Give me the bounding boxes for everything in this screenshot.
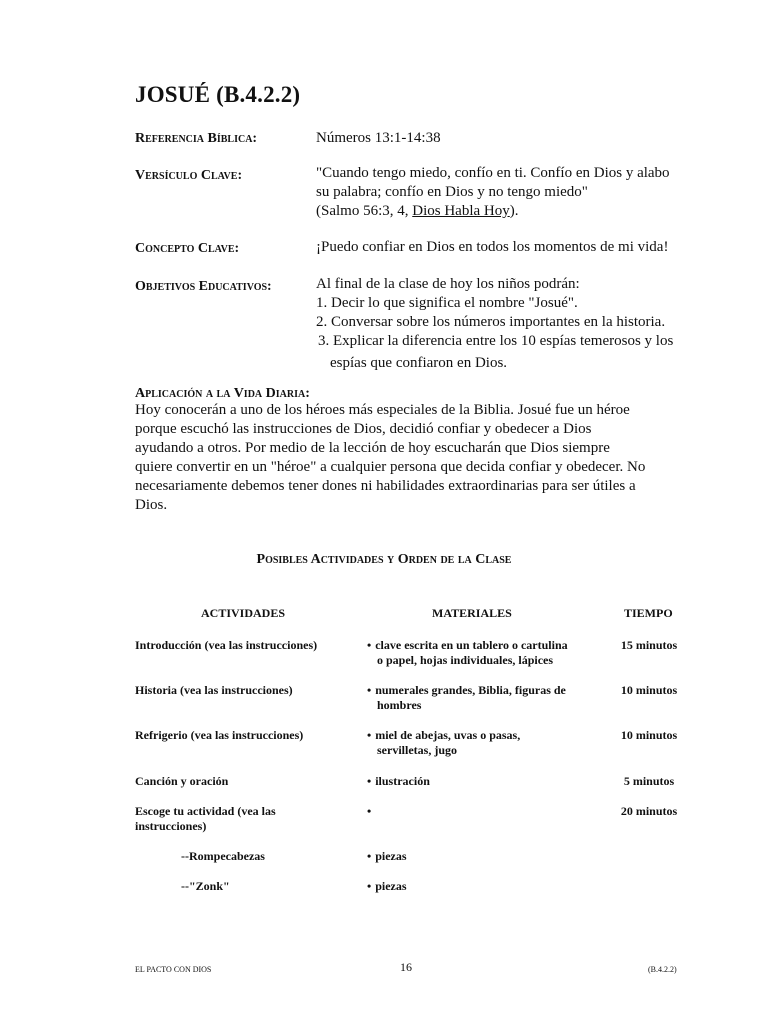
versiculo-line: su palabra; confío en Dios y no tengo miedo" [316,184,588,200]
objetivos-value [316,275,673,373]
actividad-text: Escoge tu actividad (vea las [135,804,276,818]
table-row-actividad [135,683,345,698]
table-row-tiempo: 10 minutos [620,728,678,742]
objetivo-item-continued: espías que confiaron en Dios. [330,355,508,371]
referencia-label: Referencia Bíblica: [135,131,258,146]
table-row-materiales [367,774,597,789]
material-item: • miel de abejas, uvas o pasas, [367,728,597,743]
material-item: • clave escrita en un tablero o cartulina [367,638,597,653]
table-row-subactividad [181,879,391,894]
subactividad-text: --Rompecabezas [181,849,265,863]
concepto-label: Concepto Clave: [135,241,240,256]
page-number: 16 [400,960,412,974]
actividad-text: Introducción (vea las instrucciones) [135,638,318,652]
aplicacion-title: Aplicación a la Vida Diaria: [135,386,310,401]
table-row-tiempo: 20 minutos [620,804,678,818]
material-item: • piezas [367,849,597,864]
objetivo-item: 3. Explicar la diferencia entre los 10 espías temerosos y los [318,333,674,349]
header-actividades: ACTIVIDADES [201,606,286,620]
table-row-tiempo: 15 minutos [620,638,678,652]
aplicacion-line: Dios. [135,497,168,513]
versiculo-line: "Cuando tengo miedo, confío en ti. Confío en Dios y alabo [316,165,670,181]
table-row-tiempo: 5 minutos [623,774,675,788]
table-row-actividad [135,728,345,743]
subactividad-text: --"Zonk" [181,879,230,893]
table-row-actividad [135,774,345,789]
page-title: JOSUÉ (B.4.2.2) [135,82,301,107]
aplicacion-line: ayudando a otros. Por medio de la lección de hoy escucharán que Dios siempre [135,440,610,456]
table-row-subactividad [181,849,391,864]
aplicacion-line: Hoy conocerán a uno de los héroes más especiales de la Biblia. Josué fue un héroe [135,402,630,418]
material-item-continued: servilletas, jugo [377,743,457,757]
table-row-tiempo: 10 minutos [620,683,678,697]
actividad-text: Canción y oración [135,774,229,788]
dios-habla-hoy-link: Dios Habla Hoy [412,203,510,219]
versiculo-value [316,164,670,221]
table-row-materiales [367,879,597,894]
objetivos-intro: Al final de la clase de hoy los niños podrán: [316,276,580,292]
header-tiempo: TIEMPO [624,606,673,620]
versiculo-ref-suffix: ). [509,203,519,219]
actividad-text: Historia (vea las instrucciones) [135,683,293,697]
aplicacion-line: necesariamente debemos tener dones ni habilidades extraordinarias para ser útiles a [135,478,636,494]
objetivo-item: 2. Conversar sobre los números importantes en la historia. [316,314,666,330]
referencia-value: Números 13:1-14:38 [316,130,441,146]
footer-right: (B.4.2.2) [648,965,677,974]
table-row-materiales [367,804,597,819]
table-row-actividad [135,804,345,834]
versiculo-ref-prefix: (Salmo 56:3, 4, [316,203,413,219]
actividad-text: Refrigerio (vea las instrucciones) [135,728,304,742]
versiculo-label: Versículo Clave: [135,168,243,183]
material-item: • ilustración [367,774,597,789]
aplicacion-line: porque escuchó las instrucciones de Dios, decidió confiar y obedecer a Dios [135,421,592,437]
versiculo-reference [316,202,670,221]
table-row-materiales [367,638,597,668]
concepto-value: ¡Puedo confiar en Dios en todos los momentos de mi vida! [316,239,669,255]
table-row-materiales [367,683,597,713]
table-row-materiales [367,849,597,864]
header-materiales: MATERIALES [432,606,512,620]
objetivo-item: 1. Decir lo que significa el nombre "Josué". [316,295,578,311]
actividad-text-continued: instrucciones) [135,819,207,833]
material-item: • piezas [367,879,597,894]
material-item-continued: hombres [377,698,422,712]
aplicacion-line: quiere convertir en un "héroe" a cualquier persona que decida confiar y obedecer. No [135,459,646,475]
material-item-empty [367,804,597,819]
section-title: Posibles Actividades y Orden de la Clase [256,552,512,567]
objetivos-label: Objetivos Educativos: [135,279,272,294]
aplicacion-body [135,401,720,515]
material-item-continued: o papel, hojas individuales, lápices [377,653,554,667]
table-row-actividad [135,638,345,653]
material-item: • numerales grandes, Biblia, figuras de [367,683,597,698]
footer-left: EL PACTO CON DIOS [135,965,212,974]
table-row-materiales [367,728,597,758]
